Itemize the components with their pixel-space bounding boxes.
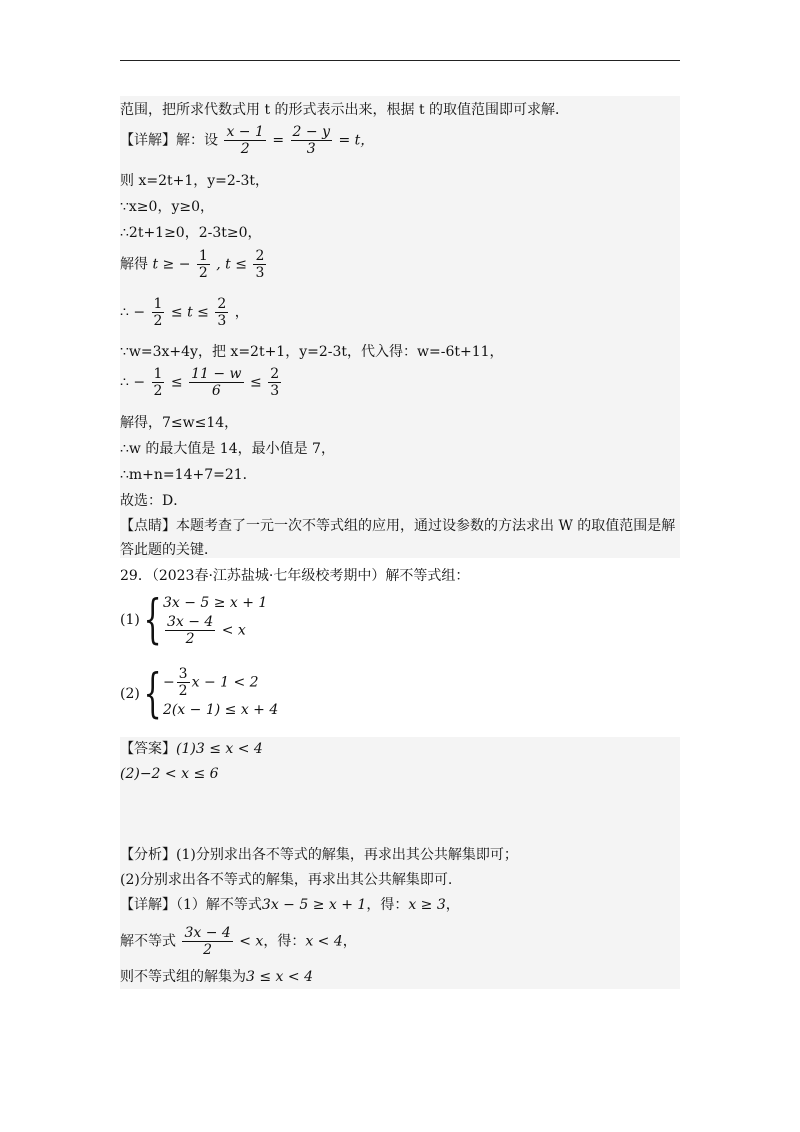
section-label: 【详解】 (120, 132, 176, 149)
brace-icon: { (143, 663, 162, 724)
fraction: $\frac{3}{2}$ (178, 666, 188, 699)
question-header: 29．（2023春·江苏盐城·七年级校考期中）解不等式组： (120, 568, 470, 584)
comment-line: 【点睛】本题考查了一元一次不等式组的应用，通过设参数的方法求出 W 的取值范围是解 (120, 518, 676, 534)
answer-line-1: 【答案】(1)3 ≤ x < 4 (120, 741, 263, 757)
answer-line-2: (2)−2 < x ≤ 6 (120, 766, 219, 782)
math-line: 则 x=2t+1，y=2-3t， (120, 173, 270, 189)
math-line: ∵w=3x+4y，把 x=2t+1，y=2-3t，代入得：w=-6t+11， (120, 344, 504, 360)
analysis-line: 【分析】(1)分别求出各不等式的解集，再求出其公共解集即可； (120, 847, 518, 863)
fraction: $\frac{2}{3}$ (255, 248, 265, 281)
choice-line: 故选：D． (120, 493, 188, 509)
intro-text: 范围，把所求代数式用 t 的形式表示出来，根据 t 的取值范围即可求解． (120, 102, 570, 118)
fraction: $\frac{2}{3}$ (270, 366, 280, 399)
detail2-line-2: 解不等式 $\frac{3x - 4}{2}$ < x，得：x < 4， (120, 925, 357, 958)
detail2-line-3: 则不等式组的解集为3 ≤ x < 4 (120, 969, 313, 985)
fraction: $\frac{1}{2}$ (153, 296, 163, 329)
fraction: $\frac{1}{2}$ (198, 248, 208, 281)
math-line: ∵x≥0，y≥0， (120, 199, 214, 215)
fraction: $\frac{1}{2}$ (153, 366, 163, 399)
detail2-line-1: 【详解】（1）解不等式3x − 5 ≥ x + 1，得：x ≥ 3， (120, 897, 460, 913)
fraction: $\frac{x - 1}{2}$ (226, 124, 264, 157)
brace-icon: { (143, 589, 162, 650)
math-line: ∴2t+1≥0，2-3t≥0， (120, 225, 262, 241)
math-line: ∴w 的最大值是 14，最小值是 7， (120, 441, 335, 457)
inequality-system-2: (2) { − $\frac{3}{2}$ x − 1 < 2 2(x − 1) ≤ x + 4 (120, 663, 279, 724)
analysis-line: (2)分别求出各不等式的解集，再求出其公共解集即可. (120, 872, 453, 888)
fraction: $\frac{3x - 4}{2}$ (166, 614, 214, 647)
detail-substitution: 【详解】解：设 $\frac{x - 1}{2}$ = $\frac{2 - y}{3}$ = t， (120, 124, 375, 157)
math-line: 解得，7≤w≤14， (120, 415, 239, 431)
inequality-system-1: (1) { 3x − 5 ≥ x + 1 $\frac{3x - 4}{2}$ < x (120, 589, 268, 650)
w-range-line: ∴ − $\frac{1}{2}$ ≤ $\frac{11 - w}{6}$ ≤ $\frac{2}{3}$ (120, 366, 280, 399)
header-rule (120, 60, 680, 61)
t-range-line: ∴ − $\frac{1}{2}$ ≤ t ≤ $\frac{2}{3}$ ， (120, 296, 249, 329)
math-line: ∴m+n=14+7=21． (120, 467, 257, 483)
comment-line: 答此题的关键． (120, 542, 218, 558)
fraction: $\frac{11 - w}{6}$ (191, 366, 242, 399)
fraction: $\frac{2}{3}$ (217, 296, 227, 329)
fraction: $\frac{2 - y}{3}$ (292, 124, 330, 157)
fraction: $\frac{3x - 4}{2}$ (184, 925, 231, 958)
solve-t-line: 解得 t ≥ − $\frac{1}{2}$ , t ≤ $\frac{2}{3}$ (120, 248, 265, 281)
